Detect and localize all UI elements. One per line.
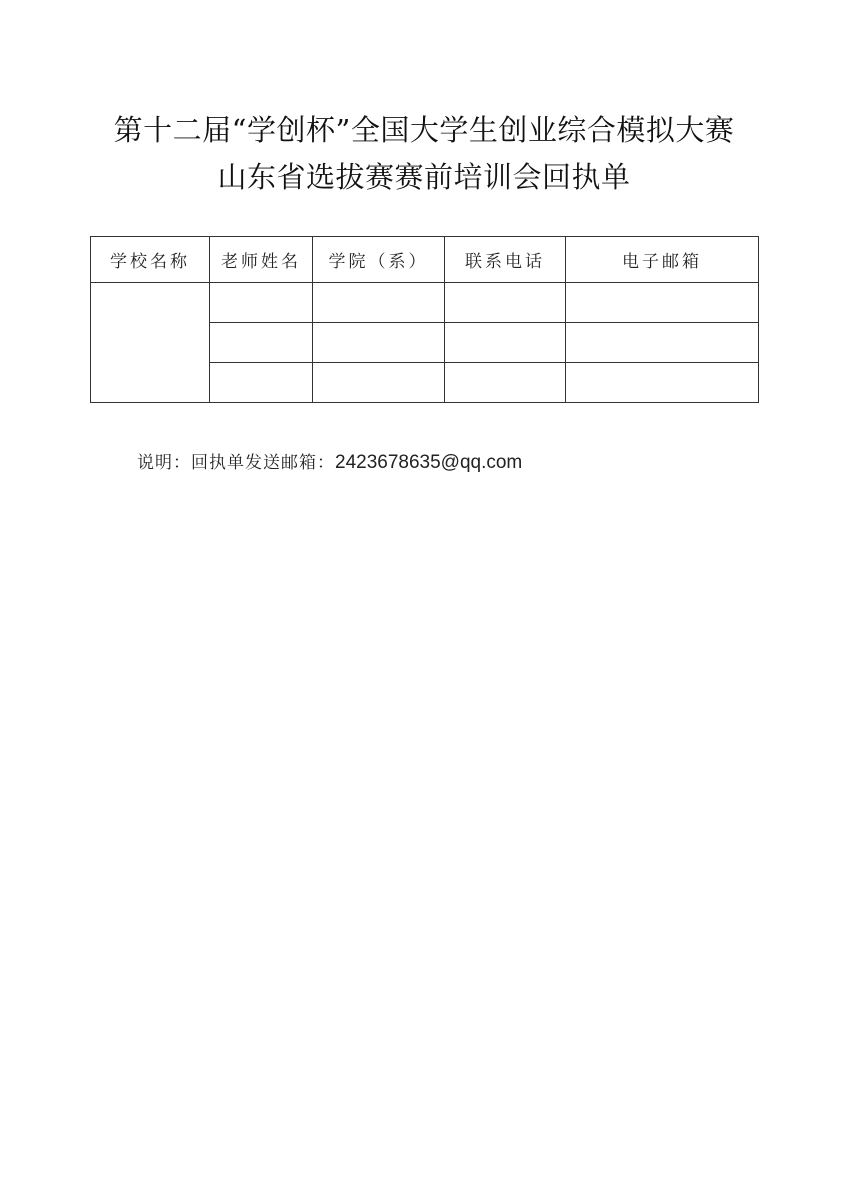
contact-email: 2423678635@qq.com xyxy=(335,452,523,473)
teacher-name-cell[interactable] xyxy=(210,283,313,323)
college-department-cell[interactable] xyxy=(313,283,445,323)
header-teacher-name: 老师姓名 xyxy=(210,237,313,283)
header-contact-phone: 联系电话 xyxy=(445,237,566,283)
contact-phone-cell[interactable] xyxy=(445,283,566,323)
instruction-label: 说明：回执单发送邮箱： xyxy=(137,453,335,473)
receipt-form-table xyxy=(90,236,759,403)
table-header-row xyxy=(91,237,759,283)
teacher-name-cell[interactable] xyxy=(210,323,313,363)
instruction-note xyxy=(137,448,522,474)
teacher-name-cell[interactable] xyxy=(210,363,313,403)
header-college-department: 学院（系） xyxy=(313,237,445,283)
email-cell[interactable] xyxy=(566,323,759,363)
contact-phone-cell[interactable] xyxy=(445,323,566,363)
header-school-name: 学校名称 xyxy=(91,237,210,283)
email-cell[interactable] xyxy=(566,283,759,323)
college-department-cell[interactable] xyxy=(313,323,445,363)
email-cell[interactable] xyxy=(566,363,759,403)
school-name-cell[interactable] xyxy=(91,283,210,403)
college-department-cell[interactable] xyxy=(313,363,445,403)
header-email: 电子邮箱 xyxy=(566,237,759,283)
document-title-line-1: 第十二届“学创杯”全国大学生创业综合模拟大赛 xyxy=(113,113,735,147)
table-row xyxy=(91,283,759,323)
contact-phone-cell[interactable] xyxy=(445,363,566,403)
document-title-line-2: 山东省选拔赛赛前培训会回执单 xyxy=(217,160,631,194)
